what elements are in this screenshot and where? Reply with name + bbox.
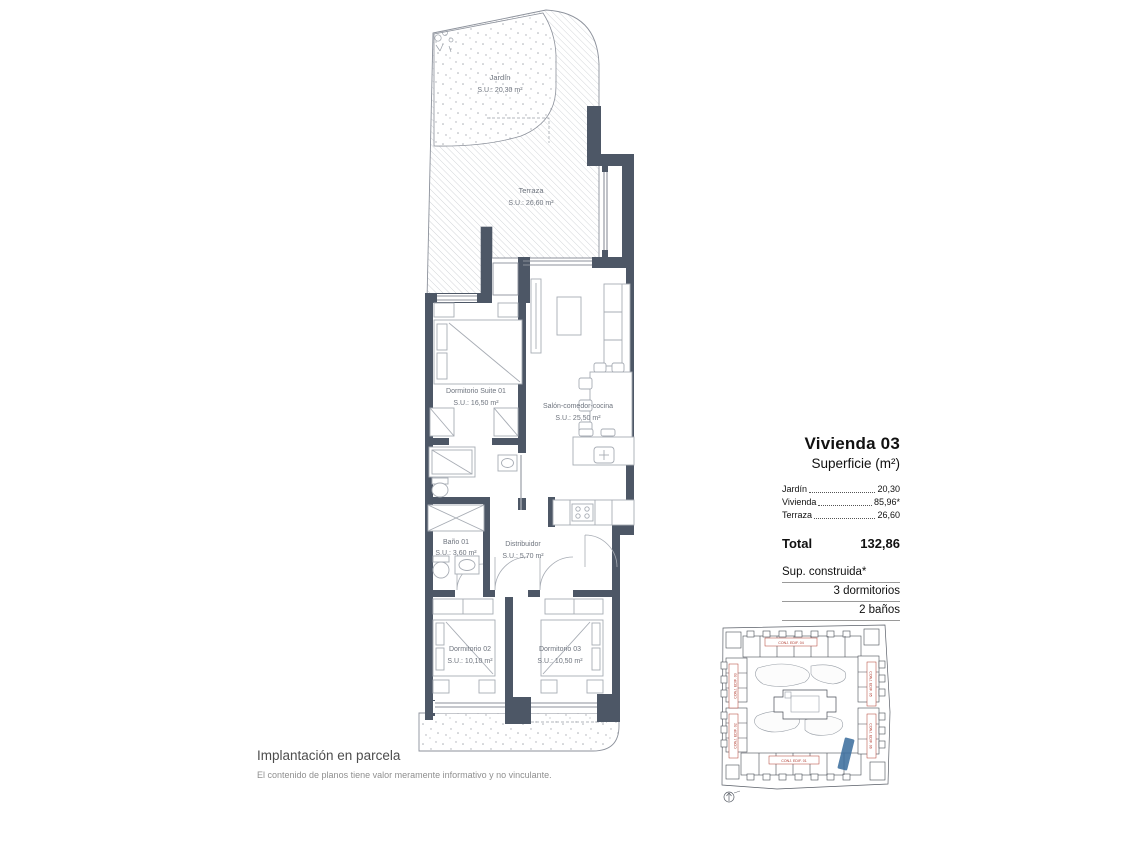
footer-disclaimer: El contenido de planos tiene valor meramente informativo y no vinculante. [257, 770, 552, 780]
salon-area: S.U.: 25,50 m² [555, 415, 601, 422]
note-banos: 2 baños [782, 602, 900, 621]
salon-name: Salón-comedor-cocina [542, 403, 614, 410]
note-dormitorios: 3 dormitorios [782, 583, 900, 602]
dotted-leader [809, 492, 875, 493]
label-edif-03: CONJ. EDIF. 03 [733, 673, 738, 699]
label-edif-06: CONJ. EDIF. 06 [868, 723, 873, 749]
label-edif-04: CONJ. EDIF. 04 [778, 641, 804, 645]
total-row [782, 536, 900, 551]
dwelling-title: Vivienda 03 [804, 434, 900, 453]
dotted-leader [818, 505, 872, 506]
distribuidor-name: Distribuidor [505, 541, 541, 548]
surface-row-terraza [782, 509, 900, 522]
total-label: Total [782, 536, 813, 551]
surface-rows [782, 483, 900, 522]
row-value: 26,60 [877, 510, 900, 520]
total-value: 132,86 [860, 536, 900, 551]
footer-block [257, 748, 552, 780]
dorm2-name: Dormitorio 02 [448, 646, 492, 653]
row-label: Vivienda [782, 497, 817, 507]
surface-subtitle: Superficie (m²) [811, 456, 900, 471]
label-edif-05: CONJ. EDIF. 05 [868, 671, 873, 697]
footer-heading: Implantación en parcela [257, 748, 401, 763]
jardin-area: S.U.: 20,30 m² [477, 87, 523, 94]
row-value: 85,96* [873, 497, 900, 507]
bano-name: Baño 01 [442, 539, 470, 546]
info-panel [768, 434, 900, 621]
site-plan [713, 616, 903, 811]
distribuidor-area: S.U.: 5,70 m² [502, 553, 544, 560]
terraza-area: S.U.: 26,60 m² [508, 200, 554, 207]
label-edif-02: CONJ. EDIF. 02 [733, 723, 738, 749]
row-label: Jardín [782, 484, 808, 494]
surface-row-jardin [782, 483, 900, 496]
dorm3-area: S.U.: 10,50 m² [537, 658, 583, 665]
bano-area: S.U.: 3,60 m² [435, 550, 477, 557]
suite-furniture [430, 303, 522, 436]
note-sup-construida: Sup. construida* [782, 564, 900, 583]
suite-area: S.U.: 16,50 m² [453, 400, 499, 407]
label-edif-01: CONJ. EDIF. 01 [781, 759, 807, 763]
row-value: 20,30 [877, 484, 900, 494]
salon-furniture [531, 279, 634, 525]
suite-bath-fixtures [429, 447, 517, 497]
jardin-name: Jardín [489, 73, 511, 82]
dorm3-name: Dormitorio 03 [538, 646, 582, 653]
dotted-leader [814, 518, 875, 519]
notes-block [782, 564, 900, 621]
row-label: Terraza [782, 510, 813, 520]
surface-row-vivienda [782, 496, 900, 509]
terraza-name: Terraza [518, 186, 544, 195]
north-arrow-icon [724, 791, 740, 802]
dorm2-area: S.U.: 10,10 m² [447, 658, 493, 665]
courtyard-shapes [754, 664, 845, 735]
entry-door [493, 263, 518, 295]
suite-name: Dormitorio Suite 01 [446, 388, 506, 395]
